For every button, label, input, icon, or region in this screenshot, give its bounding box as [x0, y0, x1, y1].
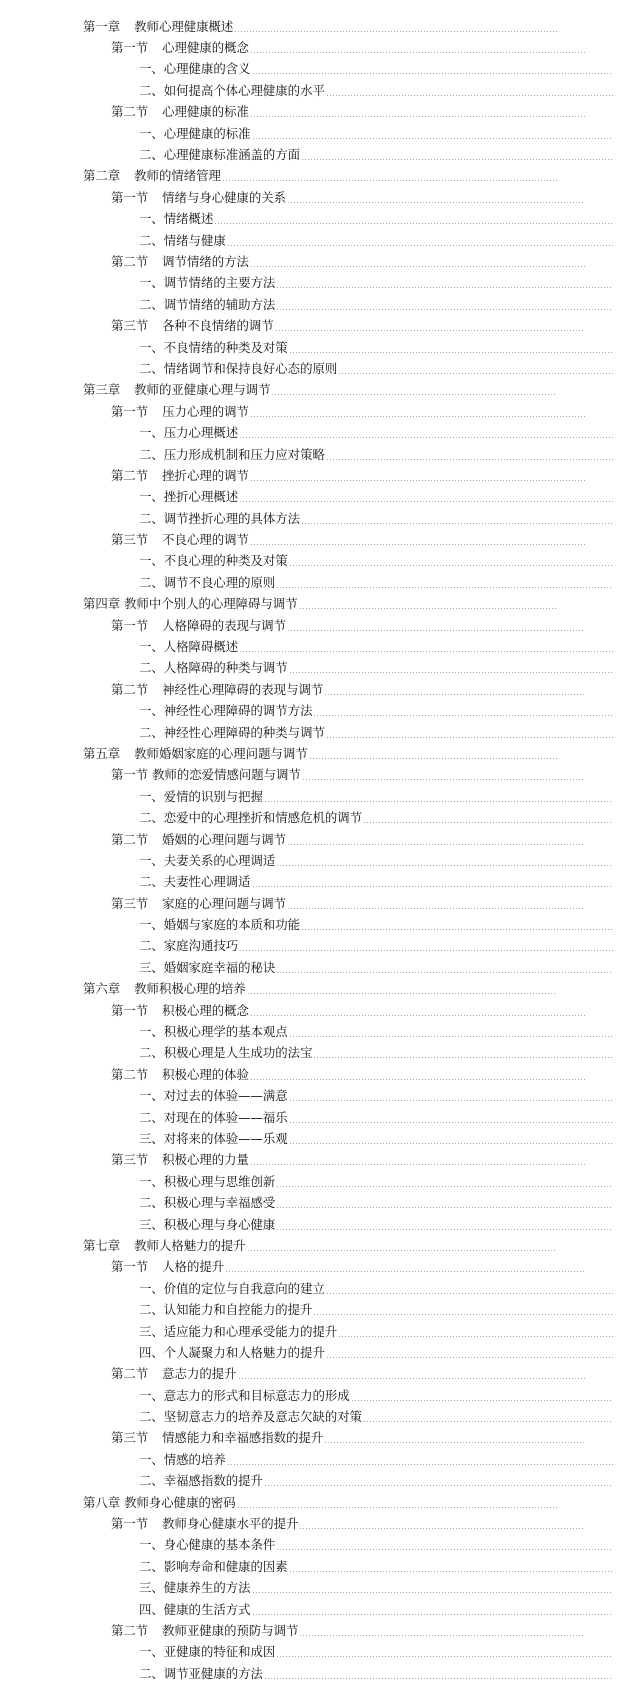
dot-leader [299, 1528, 585, 1529]
toc-subsection[interactable] [83, 850, 613, 871]
dot-leader [247, 1250, 557, 1251]
toc-subsection[interactable] [83, 1043, 613, 1064]
dot-leader [363, 1421, 613, 1422]
toc-title: 二、调节不良心理的原则 [139, 574, 276, 590]
toc-title: 二、人格障碍的种类与调节 [139, 660, 288, 676]
toc-number: 第三章 [83, 382, 121, 398]
dot-leader [250, 116, 585, 117]
dot-leader [264, 1678, 613, 1679]
toc-title: 三、婚姻家庭幸福的秘诀 [139, 959, 276, 975]
toc-section[interactable] [83, 187, 585, 208]
toc-subsection[interactable] [83, 230, 613, 251]
toc-section[interactable] [83, 37, 585, 58]
dot-leader [326, 737, 613, 738]
toc-subsection[interactable] [83, 444, 613, 465]
toc-title: 教师婚姻家庭的心理问题与调节 [134, 745, 308, 761]
dot-leader [227, 1464, 613, 1465]
toc-subsection[interactable] [83, 658, 613, 679]
dot-leader [326, 459, 613, 460]
toc-title: 一、调节情绪的主要方法 [139, 275, 276, 291]
toc-title: 一、对过去的体验——满意 [139, 1088, 288, 1104]
dot-leader [227, 245, 613, 246]
toc-chapter[interactable] [83, 16, 557, 37]
toc-number: 第二节 [111, 104, 149, 120]
toc-title: 四、健康的生活方式 [139, 1601, 251, 1617]
toc-subsection[interactable] [83, 1385, 613, 1406]
toc-subsection[interactable] [83, 1321, 613, 1342]
toc-section[interactable] [83, 1150, 585, 1171]
toc-chapter[interactable] [83, 594, 557, 615]
dot-leader [301, 523, 613, 524]
dot-leader [289, 352, 613, 353]
dot-leader [326, 1293, 613, 1294]
toc-title: 第一节 教师的恋爱情感问题与调节 [111, 767, 301, 783]
dot-leader [250, 52, 585, 53]
toc-subsection[interactable] [83, 1278, 613, 1299]
toc-subsection[interactable] [83, 722, 613, 743]
dot-leader [276, 972, 613, 973]
dot-leader [252, 73, 613, 74]
dot-leader [289, 1100, 613, 1101]
toc-subsection[interactable] [83, 636, 613, 657]
toc-title: 教师积极心理的培养 [134, 981, 246, 997]
toc-subsection[interactable] [83, 1171, 613, 1192]
toc-title: 挫折心理的调节 [162, 467, 249, 483]
dot-leader [287, 908, 585, 909]
toc-subsection[interactable] [83, 572, 613, 593]
dot-leader [247, 993, 557, 994]
toc-section[interactable] [83, 1620, 585, 1641]
toc-subsection[interactable] [83, 1192, 613, 1213]
toc-subsection[interactable] [83, 1471, 613, 1492]
toc-title: 一、压力心理概述 [139, 425, 239, 441]
dot-leader [276, 865, 613, 866]
toc-title: 一、爱情的识别与把握 [139, 788, 263, 804]
toc-subsection[interactable] [83, 1342, 613, 1363]
toc-subsection[interactable] [83, 1406, 613, 1427]
dot-leader [289, 1143, 613, 1144]
dot-leader [363, 822, 613, 823]
toc-title: 一、意志力的形式和目标意志力的形成 [139, 1387, 350, 1403]
toc-subsection[interactable] [83, 1535, 613, 1556]
dot-leader [287, 630, 585, 631]
toc-section[interactable] [83, 315, 585, 336]
toc-subsection[interactable] [83, 209, 613, 230]
toc-title: 一、夫妻关系的心理调适 [139, 852, 276, 868]
toc-title: 一、情感的培养 [139, 1451, 226, 1467]
toc-title: 二、调节情绪的辅助方法 [139, 296, 276, 312]
toc-section[interactable] [83, 401, 585, 422]
toc-subsection[interactable] [83, 294, 613, 315]
dot-leader [239, 501, 613, 502]
toc-title: 第四章 教师中个别人的心理障碍与调节 [83, 596, 298, 612]
dot-leader [239, 437, 613, 438]
dot-leader [338, 1336, 613, 1337]
toc-chapter[interactable] [83, 380, 557, 401]
toc-number: 第一节 [111, 1259, 149, 1275]
toc-section[interactable] [83, 893, 585, 914]
toc-subsection[interactable] [83, 1214, 613, 1235]
dot-leader [250, 1015, 585, 1016]
toc-title: 一、不良情绪的种类及对策 [139, 339, 288, 355]
dot-leader [299, 608, 557, 609]
toc-subsection[interactable] [83, 1299, 613, 1320]
toc-number: 第二节 [111, 681, 149, 697]
toc-title: 一、亚健康的特征和成因 [139, 1644, 276, 1660]
toc-title: 教师的情绪管理 [134, 168, 221, 184]
toc-subsection[interactable] [83, 701, 613, 722]
toc-section[interactable] [83, 615, 585, 636]
toc-title: 一、神经性心理障碍的调节方法 [139, 703, 313, 719]
toc-title: 二、影响寿命和健康的因素 [139, 1558, 288, 1574]
toc-subsection[interactable] [83, 487, 613, 508]
toc-chapter[interactable] [83, 743, 557, 764]
dot-leader [299, 1635, 585, 1636]
dot-leader [289, 1571, 613, 1572]
toc-title: 心理健康的概念 [162, 40, 249, 56]
toc-subsection[interactable] [83, 1599, 613, 1620]
toc-subsection[interactable] [83, 1086, 613, 1107]
toc-title: 家庭的心理问题与调节 [162, 895, 287, 911]
toc-subsection[interactable] [83, 337, 613, 358]
dot-leader [324, 694, 585, 695]
dot-leader [287, 844, 585, 845]
dot-leader [351, 1400, 613, 1401]
toc-chapter[interactable] [83, 1235, 557, 1256]
toc-title: 意志力的提升 [162, 1366, 237, 1382]
dot-leader [313, 715, 613, 716]
toc-subsection[interactable] [83, 1021, 613, 1042]
toc-title: 二、如何提高个体心理健康的水平 [139, 82, 325, 98]
toc-section[interactable] [83, 465, 585, 486]
toc-number: 第七章 [83, 1237, 121, 1253]
dot-leader [289, 672, 613, 673]
dot-leader [214, 223, 613, 224]
toc-subsection[interactable] [83, 1556, 613, 1577]
dot-leader [289, 1036, 613, 1037]
toc-subsection[interactable] [83, 936, 613, 957]
toc-title: 一、积极心理与思维创新 [139, 1173, 276, 1189]
toc-subsection[interactable] [83, 80, 613, 101]
toc-title: 三、对将来的体验——乐观 [139, 1131, 288, 1146]
toc-title: 一、积极心理学的基本观点 [139, 1024, 288, 1040]
toc-title: 第八章 教师身心健康的密码 [83, 1494, 236, 1510]
dot-leader [313, 1314, 613, 1315]
toc-title: 二、坚韧意志力的培养及意志欠缺的对策 [139, 1409, 363, 1425]
toc-title: 二、神经性心理障碍的种类与调节 [139, 724, 325, 740]
toc-title: 教师亚健康的预防与调节 [162, 1622, 299, 1638]
toc-title: 二、心理健康标准涵盖的方面 [139, 147, 301, 163]
dot-leader [338, 373, 613, 374]
toc-subsection[interactable] [83, 957, 613, 978]
toc-number: 第六章 [83, 981, 121, 997]
dot-leader [287, 202, 585, 203]
dot-leader [252, 138, 613, 139]
toc-title: 二、认知能力和自控能力的提升 [139, 1302, 313, 1318]
toc-subsection[interactable] [83, 273, 613, 294]
toc-chapter[interactable] [83, 979, 557, 1000]
toc-title: 二、调节挫折心理的具体方法 [139, 510, 301, 526]
toc-title: 二、调节亚健康的方法 [139, 1665, 263, 1681]
dot-leader [239, 950, 613, 951]
toc-section[interactable] [83, 1000, 585, 1021]
toc-subsection[interactable] [83, 872, 613, 893]
toc-title: 各种不良情绪的调节 [162, 318, 274, 334]
toc-title: 教师的亚健康心理与调节 [134, 382, 271, 398]
toc-title: 一、不良心理的种类及对策 [139, 553, 288, 569]
toc-number: 第三节 [111, 895, 149, 911]
dot-leader [250, 1164, 585, 1165]
toc-title: 情绪与身心健康的关系 [162, 189, 287, 205]
toc-title: 教师身心健康水平的提升 [162, 1516, 299, 1532]
toc-subsection[interactable] [83, 144, 613, 165]
dot-leader [326, 95, 613, 96]
toc-title: 婚姻的心理问题与调节 [162, 831, 287, 847]
toc-title: 一、挫折心理概述 [139, 489, 239, 505]
dot-leader [250, 1079, 585, 1080]
toc-title: 神经性心理障碍的表现与调节 [162, 681, 324, 697]
dot-leader [234, 31, 557, 32]
dot-leader [264, 1485, 613, 1486]
dot-leader [326, 1357, 613, 1358]
toc-subsection[interactable] [83, 1642, 613, 1663]
toc-section[interactable] [83, 529, 585, 550]
toc-title: 积极心理的体验 [162, 1066, 249, 1082]
toc-title: 一、心理健康的标准 [139, 125, 251, 141]
dot-leader [302, 779, 585, 780]
toc-title: 积极心理的概念 [162, 1002, 249, 1018]
dot-leader [289, 565, 613, 566]
toc-title: 心理健康的标准 [162, 104, 249, 120]
toc-title: 二、积极心理与幸福感受 [139, 1195, 276, 1211]
dot-leader [271, 394, 557, 395]
toc-subsection[interactable] [83, 59, 613, 80]
dot-leader [276, 1549, 613, 1550]
toc-title: 三、健康养生的方法 [139, 1580, 251, 1596]
toc-title: 二、恋爱中的心理挫折和情感危机的调节 [139, 810, 363, 826]
toc-section[interactable] [83, 679, 585, 700]
toc-section[interactable] [83, 829, 585, 850]
dot-leader [276, 587, 613, 588]
toc-section[interactable] [83, 1257, 585, 1278]
toc-subsection[interactable] [83, 1578, 613, 1599]
toc-subsection[interactable] [83, 422, 613, 443]
toc-number: 第一章 [83, 18, 121, 34]
dot-leader [238, 1378, 585, 1379]
toc-title: 人格障碍的表现与调节 [162, 617, 287, 633]
toc-title: 二、情绪与健康 [139, 232, 226, 248]
toc-subsection[interactable] [83, 1128, 613, 1149]
dot-leader [276, 1656, 613, 1657]
toc-number: 第二节 [111, 253, 149, 269]
toc-subsection[interactable] [83, 358, 613, 379]
dot-leader [289, 1122, 613, 1123]
dot-leader [239, 651, 613, 652]
toc-title: 二、夫妻性心理调适 [139, 874, 251, 890]
toc-section[interactable] [83, 1364, 585, 1385]
dot-leader [250, 544, 585, 545]
dot-leader [301, 929, 613, 930]
toc-subsection[interactable] [83, 1107, 613, 1128]
toc-title: 一、情绪概述 [139, 211, 214, 227]
toc-number: 第一节 [111, 403, 149, 419]
toc-subsection[interactable] [83, 123, 613, 144]
toc-section[interactable] [83, 765, 585, 786]
toc-title: 四、个人凝聚力和人格魅力的提升 [139, 1344, 325, 1360]
toc-title: 压力心理的调节 [162, 403, 249, 419]
toc-number: 第二节 [111, 1622, 149, 1638]
toc-number: 第一节 [111, 189, 149, 205]
dot-leader [237, 1507, 557, 1508]
toc-subsection[interactable] [83, 508, 613, 529]
dot-leader [276, 1186, 613, 1187]
toc-title: 情感能力和幸福感指数的提升 [162, 1430, 324, 1446]
toc-subsection[interactable] [83, 1449, 613, 1470]
dot-leader [313, 1057, 613, 1058]
dot-leader [222, 180, 557, 181]
toc-title: 积极心理的力量 [162, 1152, 249, 1168]
toc-number: 第三节 [111, 318, 149, 334]
dot-leader [250, 416, 585, 417]
toc-number: 第三节 [111, 1152, 149, 1168]
dot-leader [250, 266, 585, 267]
toc-title: 一、心理健康的含义 [139, 61, 251, 77]
dot-leader [324, 1442, 585, 1443]
toc-section[interactable] [83, 1428, 585, 1449]
dot-leader [276, 1207, 613, 1208]
toc-title: 不良心理的调节 [162, 532, 249, 548]
toc-title: 三、适应能力和心理承受能力的提升 [139, 1323, 338, 1339]
toc-number: 第一节 [111, 1002, 149, 1018]
dot-leader [225, 1271, 585, 1272]
dot-leader [301, 159, 613, 160]
toc-title: 一、人格障碍概述 [139, 639, 239, 655]
toc-title: 二、幸福感指数的提升 [139, 1473, 263, 1489]
dot-leader [252, 886, 613, 887]
dot-leader [250, 480, 585, 481]
toc-subsection[interactable] [83, 551, 613, 572]
toc-title: 二、压力形成机制和压力应对策略 [139, 446, 325, 462]
toc-subsection[interactable] [83, 807, 613, 828]
toc-number: 第二节 [111, 831, 149, 847]
toc-section[interactable] [83, 102, 585, 123]
toc-number: 第二章 [83, 168, 121, 184]
dot-leader [276, 1229, 613, 1230]
toc-section[interactable] [83, 1064, 585, 1085]
toc-title: 一、身心健康的基本条件 [139, 1537, 276, 1553]
dot-leader [252, 1592, 613, 1593]
toc-title: 调节情绪的方法 [162, 253, 249, 269]
dot-leader [276, 287, 613, 288]
toc-number: 第一节 [111, 1516, 149, 1532]
toc-number: 第二节 [111, 467, 149, 483]
toc-chapter[interactable] [83, 1492, 557, 1513]
toc-number: 第二节 [111, 1066, 149, 1082]
toc-title: 一、婚姻与家庭的本质和功能 [139, 917, 301, 933]
toc-title: 教师心理健康概述 [134, 18, 234, 34]
toc-subsection[interactable] [83, 914, 613, 935]
toc-title: 教师人格魅力的提升 [134, 1237, 246, 1253]
toc-section[interactable] [83, 1513, 585, 1534]
toc-subsection[interactable] [83, 1663, 613, 1684]
toc-title: 一、价值的定位与自我意向的建立 [139, 1280, 325, 1296]
toc-number: 第三节 [111, 1430, 149, 1446]
toc-number: 第一节 [111, 40, 149, 56]
toc-number: 第五章 [83, 745, 121, 761]
toc-number: 第二节 [111, 1366, 149, 1382]
toc-title: 二、积极心理是人生成功的法宝 [139, 1045, 313, 1061]
dot-leader [276, 309, 613, 310]
dot-leader [252, 1614, 613, 1615]
toc-title: 二、情绪调节和保持良好心态的原则 [139, 360, 338, 376]
toc-subsection[interactable] [83, 786, 613, 807]
toc-chapter[interactable] [83, 166, 557, 187]
dot-leader [309, 758, 557, 759]
toc-title: 二、家庭沟通技巧 [139, 938, 239, 954]
dot-leader [275, 330, 585, 331]
dot-leader [264, 801, 613, 802]
toc-title: 二、对现在的体验——福乐 [139, 1109, 288, 1125]
toc-title: 三、积极心理与身心健康 [139, 1216, 276, 1232]
toc-number: 第一节 [111, 617, 149, 633]
toc-title: 人格的提升 [162, 1259, 225, 1275]
toc-number: 第三节 [111, 532, 149, 548]
toc-section[interactable] [83, 251, 585, 272]
